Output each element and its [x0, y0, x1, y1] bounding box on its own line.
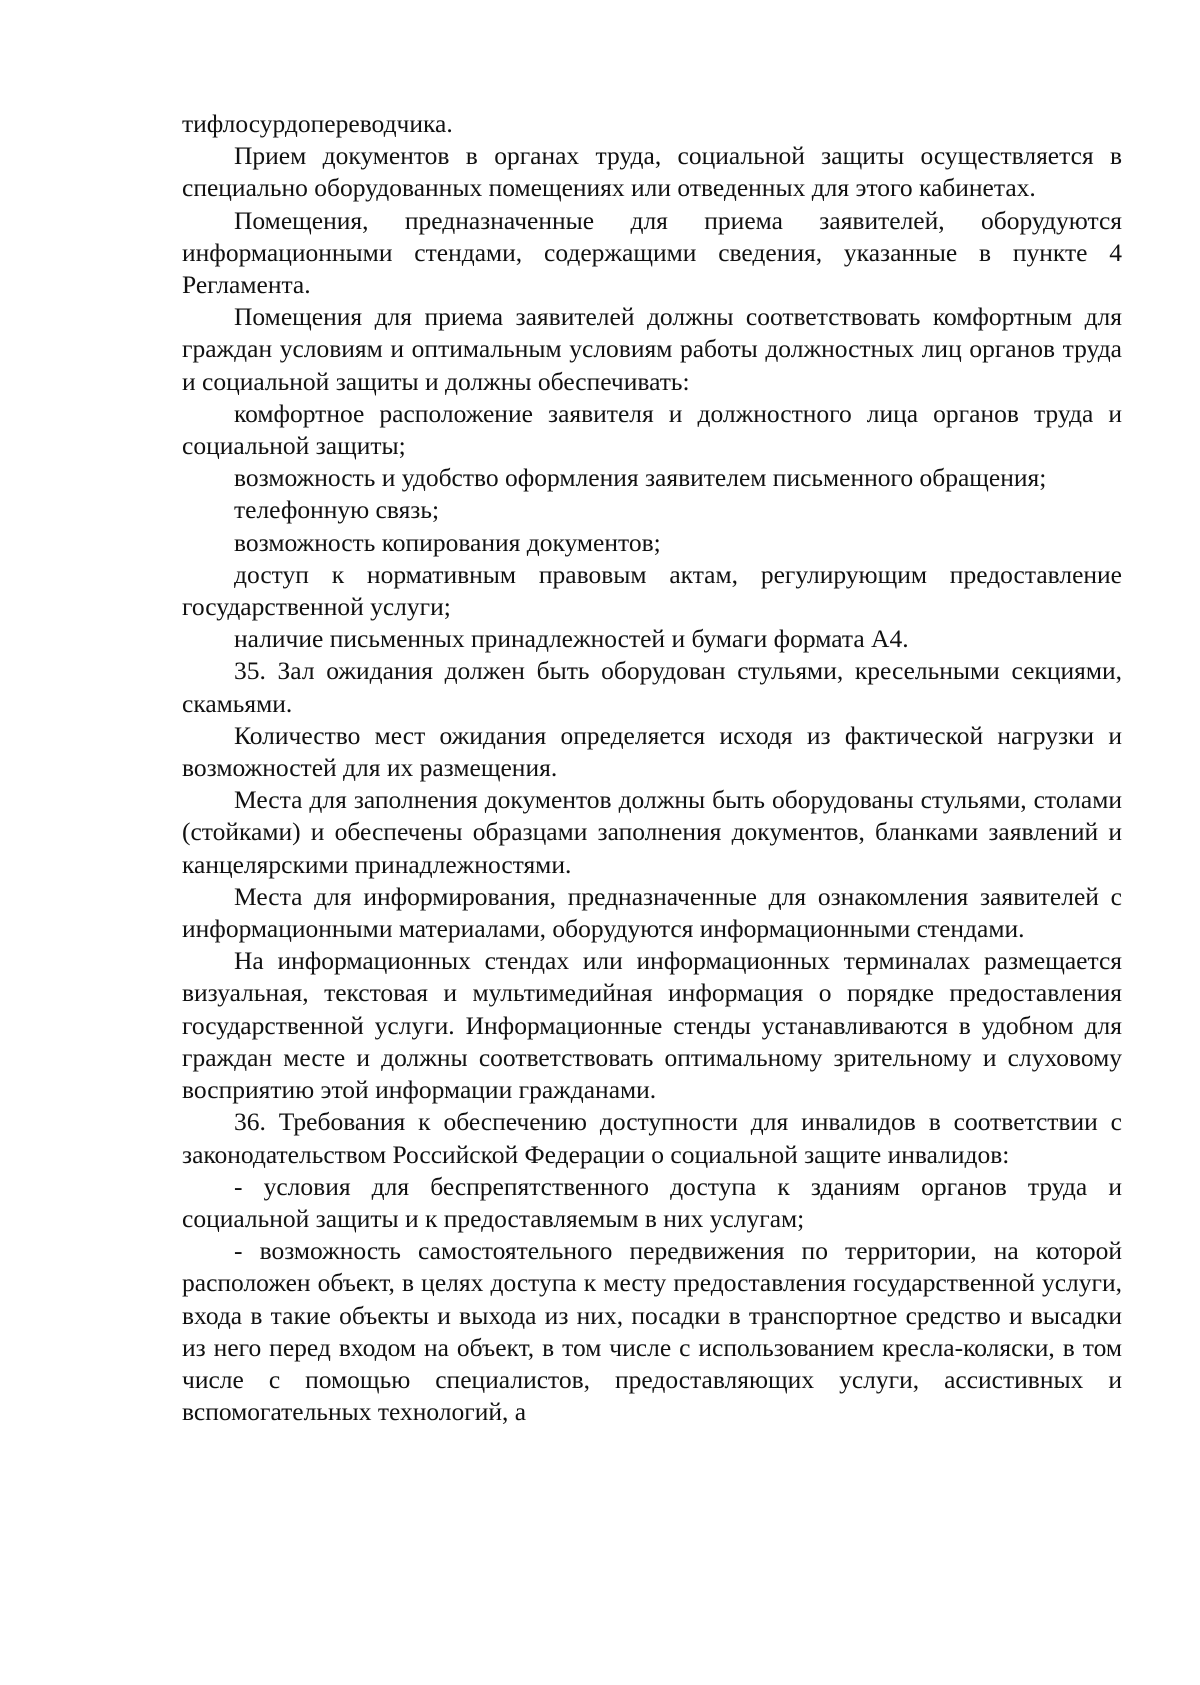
paragraph-6: Места для заполнения документов должны быть оборудованы стульями, столами (стойками) и обеспечены образцами заполнения документов, бланками заявлений и канцелярскими принадлежностями.: [182, 785, 1122, 879]
list-item-1: комфортное расположение заявителя и должностного лица органов труда и социальной защиты;: [182, 398, 1122, 461]
section-35: 35. Зал ожидания должен быть оборудован стульями, кресельными секциями, скамьями.: [182, 656, 1122, 718]
paragraph-8: На информационных стендах или информационных терминалах размещается визуальная, текстовая и мультимедийная информация о порядке предоставления государственной услуги. Информационные стенды устанавливаются в удобном для граждан месте и должны соответствовать оптимальному зрительному и слуховому восприятию этой информации гражданами.: [182, 946, 1122, 1105]
paragraph-3: Помещения, предназначенные для приема заявителей, оборудуются информационными стендами, содержащими сведения, указанные в пункте 4 Регламента.: [182, 205, 1122, 300]
requirement-item-2: - возможность самостоятельного передвижения по территории, на которой расположен объект, в целях доступа к месту предоставления государственной услуги, входа в такие объекты и выхода из них, посадки в транспортное средство и высадки из него перед входом на объект, в том числе с использованием кресла-коляски, в том числе с помощью специалистов, предоставляющих услуги, ассистивных и вспомогательных технологий, а: [182, 1236, 1122, 1427]
list-item-5: доступ к нормативным правовым актам, регулирующим предоставление государственной услуги;: [182, 559, 1122, 622]
list-item-4: возможность копирования документов;: [234, 527, 661, 557]
paragraph-2: Прием документов в органах труда, социальной защиты осуществляется в специально оборудованных помещениях или отведенных для этого кабинетах.: [182, 141, 1122, 203]
section-36: 36. Требования к обеспечению доступности для инвалидов в соответствии с законодательством Российской Федерации о социальной защите инвалидов:: [182, 1107, 1122, 1169]
paragraph-1: тифлосурдопереводчика.: [182, 109, 453, 138]
paragraph-5: Количество мест ожидания определяется исходя из фактической нагрузки и возможностей для их размещения.: [182, 720, 1122, 783]
list-item-6: наличие письменных принадлежностей и бумаги формата А4.: [234, 624, 909, 654]
document-body: [182, 108, 1122, 1428]
paragraph-4: Помещения для приема заявителей должны соответствовать комфортным для граждан условиям и оптимальным условиям работы должностных лиц органов труда и социальной защиты и должны обеспечивать:: [182, 302, 1122, 396]
paragraph-7: Места для информирования, предназначенные для ознакомления заявителей с информационными материалами, оборудуются информационными стендами.: [182, 881, 1122, 944]
list-item-3: телефонную связь;: [234, 495, 440, 525]
list-item-2: возможность и удобство оформления заявителем письменного обращения;: [234, 463, 1047, 493]
requirement-item-1: - условия для беспрепятственного доступа к зданиям органов труда и социальной защиты и к предоставляемым в них услугам;: [182, 1171, 1122, 1233]
